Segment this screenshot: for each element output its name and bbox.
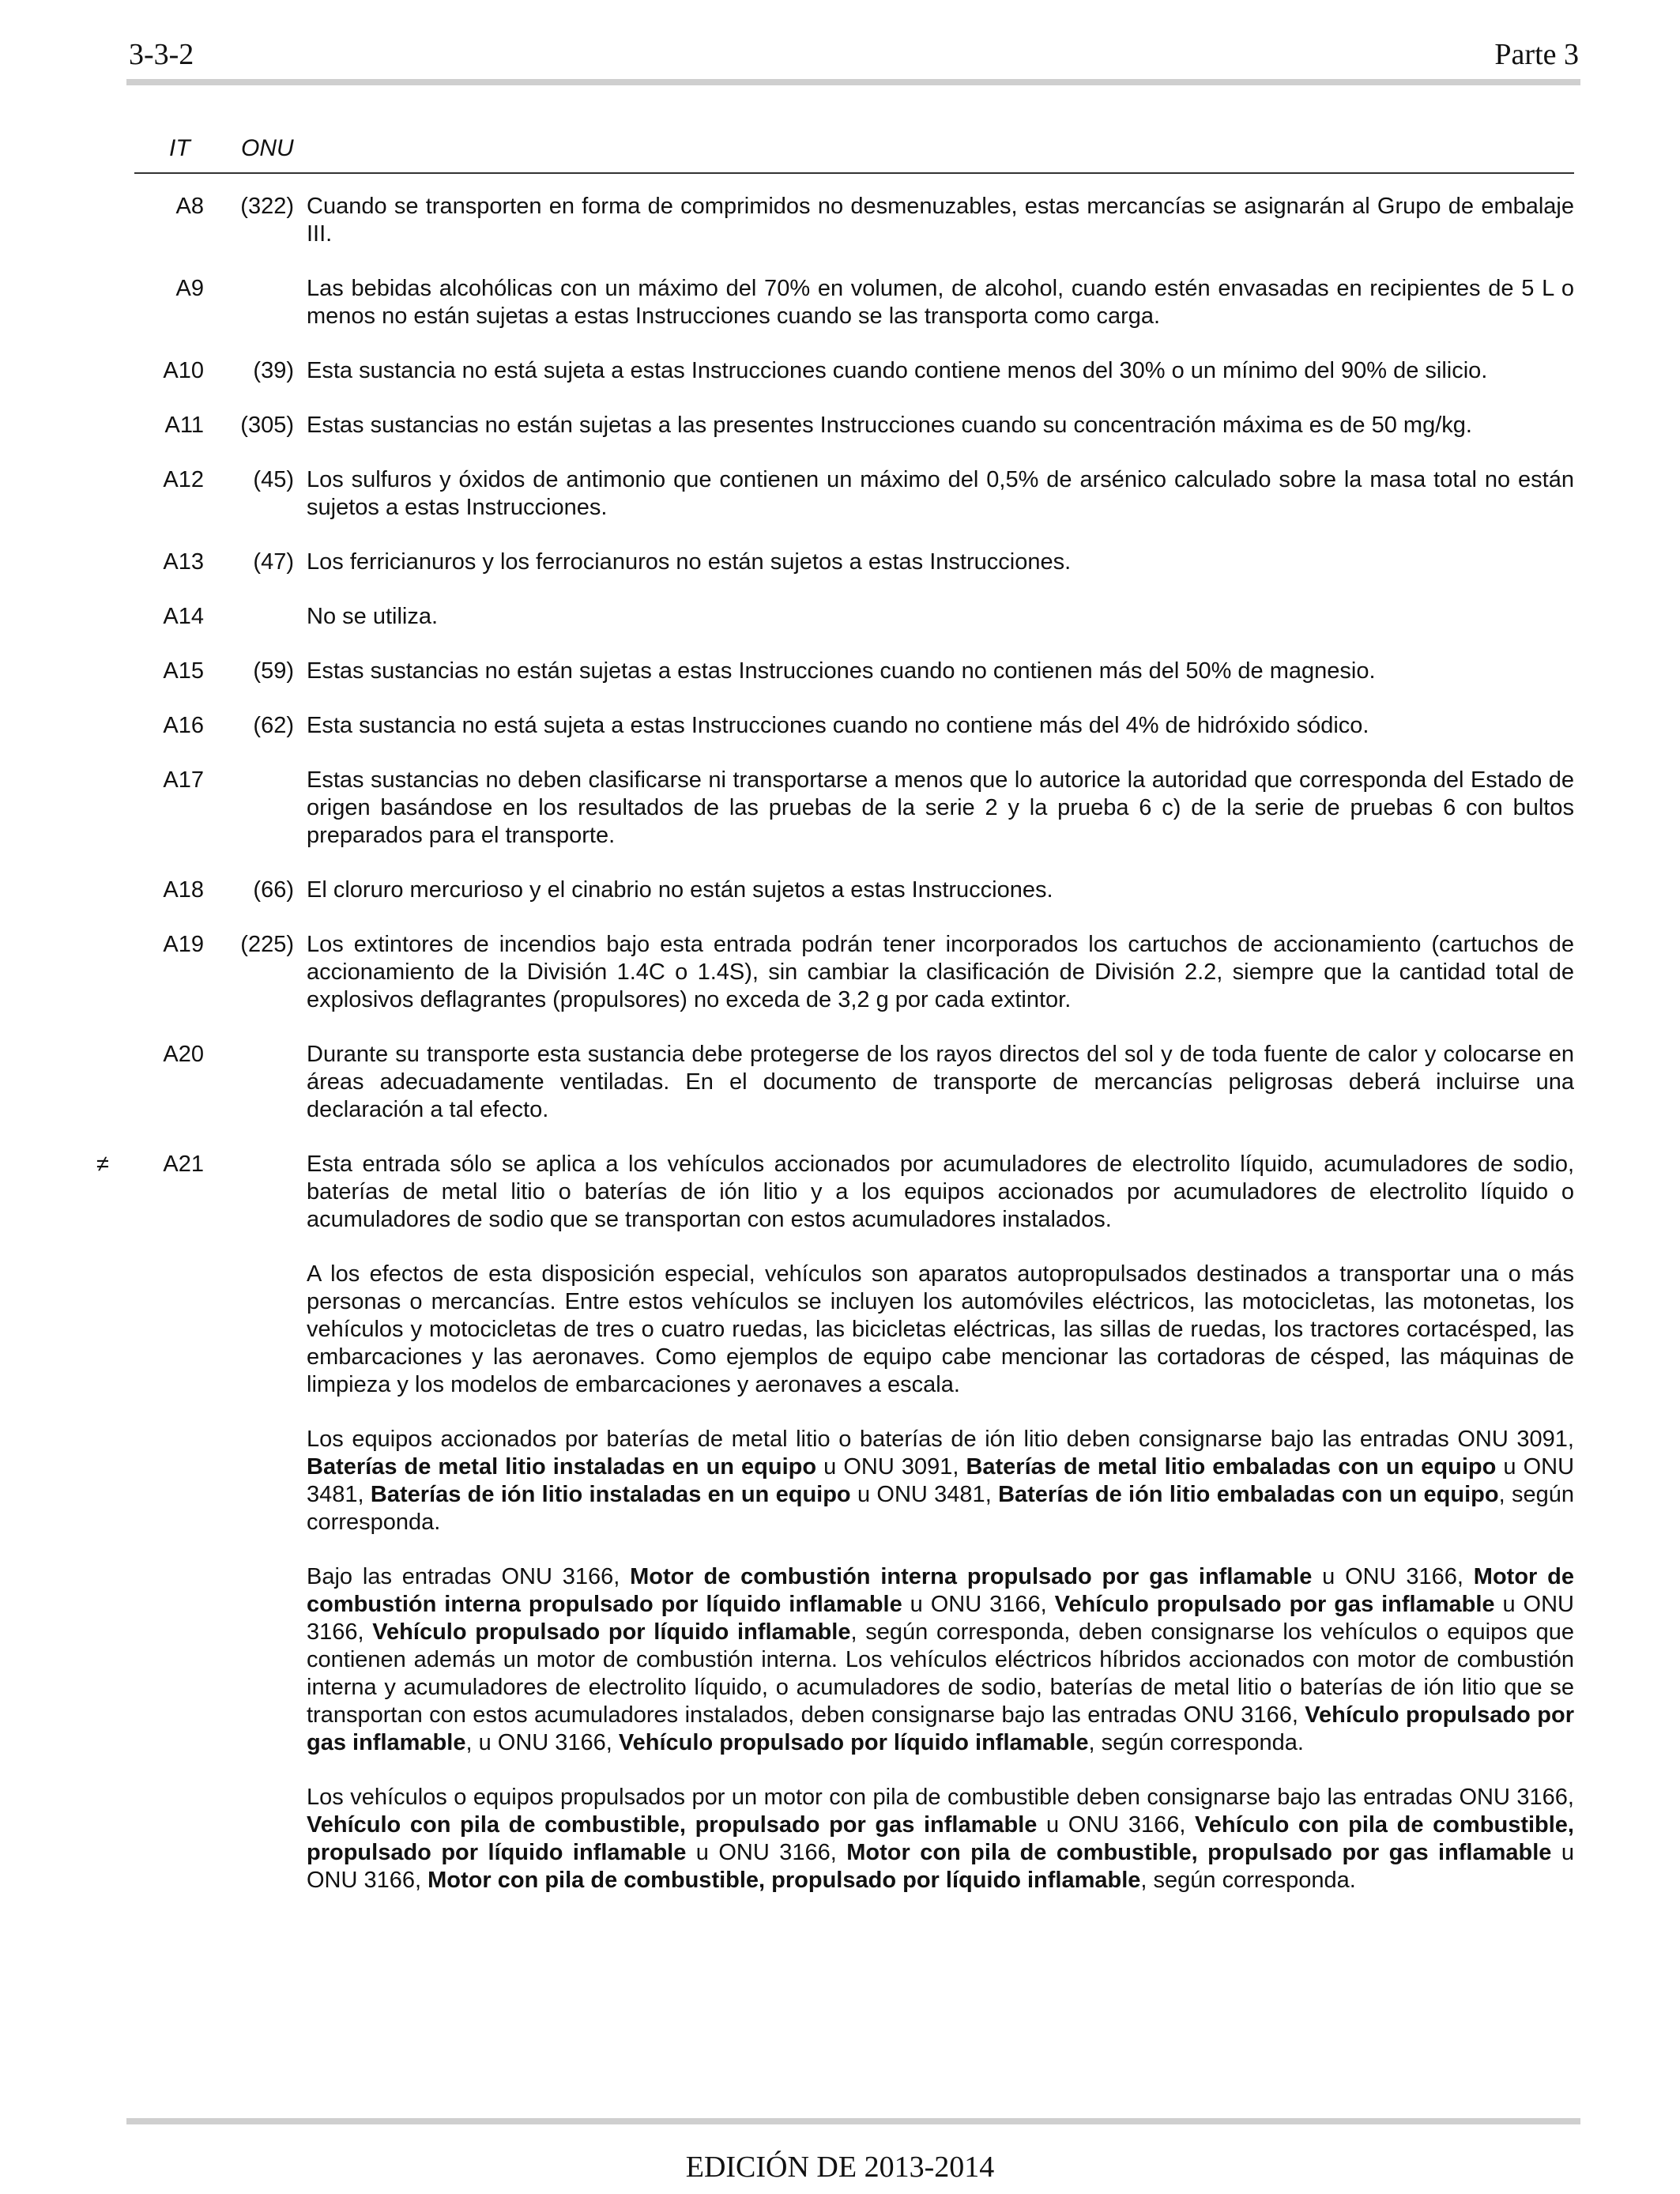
text-run: Estas sustancias no están sujetas a estas Instrucciones cuando no contienen más del 50% de magnesio.: [307, 658, 1376, 684]
provision-entry: [79, 658, 1574, 685]
provision-text: [307, 1151, 1574, 1894]
text-run: u ONU 3166,: [902, 1592, 1055, 1617]
provision-onu-code: (305): [240, 413, 294, 438]
provision-entry: [79, 193, 1574, 248]
provision-onu-code: (66): [253, 877, 294, 903]
provision-it-code: A15: [163, 658, 204, 684]
provision-it-code: A16: [163, 713, 204, 738]
provision-paragraph: [307, 603, 1574, 631]
provision-entry: [79, 466, 1574, 522]
column-header-rule: [134, 172, 1574, 174]
text-run: Los extintores de incendios bajo esta entrada podrán tener incorporados los cartuchos de accionamiento (cartuchos de accionamiento de la División 1.4C o 1.4S), sin cambiar la clasificación de División 2.2, siempre que la cantidad total de explosivos deflagrantes (propulsores) no exceda de 3,2 g por cada extintor.: [307, 932, 1574, 1012]
un-entry-name: Baterías de metal litio instaladas en un equipo: [307, 1454, 817, 1480]
provision-entry: [79, 931, 1574, 1014]
un-entry-name: Baterías de metal litio embaladas con un equipo: [966, 1454, 1497, 1480]
provision-entry: [79, 357, 1574, 385]
un-entry-name: Motor de combustión interna propulsado por gas inflamable: [630, 1564, 1313, 1589]
provision-text: [307, 931, 1574, 1014]
provision-onu-code: (47): [253, 549, 294, 575]
provision-paragraph: [307, 1426, 1574, 1536]
text-run: Los equipos accionados por baterías de metal litio o baterías de ión litio deben consignarse bajo las entradas ONU 3091,: [307, 1427, 1574, 1452]
provision-onu-code: (225): [240, 932, 294, 957]
provision-paragraph: [307, 193, 1574, 248]
provision-text: [307, 412, 1574, 439]
text-run: Durante su transporte esta sustancia debe protegerse de los rayos directos del sol y de toda fuente de calor y colocarse en áreas adecuadamente ventiladas. En el documento de transporte de mercancías peligrosas deberá incluirse una declaración a tal efecto.: [307, 1042, 1574, 1122]
text-run: u ONU 3166,: [307, 1592, 1574, 1645]
text-run: No se utiliza.: [307, 604, 439, 629]
provision-paragraph: [307, 658, 1574, 685]
provision-onu-code: (322): [240, 194, 294, 219]
provision-entry: [79, 712, 1574, 740]
text-run: Estas sustancias no deben clasificarse ni transportarse a menos que lo autorice la autoridad que corresponda del Estado de origen basándose en los resultados de las pruebas de la serie 2 y la prueba 6 c) de la serie de pruebas 6 con bultos preparados para el transporte.: [307, 767, 1574, 848]
provision-paragraph: [307, 712, 1574, 740]
provision-paragraph: [307, 412, 1574, 439]
text-run: Estas sustancias no están sujetas a las presentes Instrucciones cuando su concentración máxima es de 50 mg/kg.: [307, 413, 1472, 438]
un-entry-name: Vehículo con pila de combustible, propulsado por gas inflamable: [307, 1812, 1038, 1838]
un-entry-name: Vehículo propulsado por gas inflamable: [307, 1702, 1574, 1755]
provision-text: [307, 1041, 1574, 1124]
provision-paragraph: [307, 275, 1574, 330]
edition-footer: EDICIÓN DE 2013-2014: [685, 2151, 995, 2184]
provision-text: [307, 658, 1574, 685]
provision-paragraph: [307, 931, 1574, 1014]
text-run: Esta sustancia no está sujeta a estas Instrucciones cuando no contiene más del 4% de hidróxido sódico.: [307, 713, 1369, 738]
provision-entry: [79, 767, 1574, 850]
header-rule: [126, 79, 1580, 85]
footer-rule: [126, 2118, 1580, 2124]
provision-text: [307, 712, 1574, 740]
provision-text: [307, 357, 1574, 385]
un-entry-name: Vehículo propulsado por líquido inflamable: [372, 1619, 851, 1645]
provision-entry: [79, 548, 1574, 576]
provision-it-code: A14: [163, 604, 204, 629]
provision-onu-code: (62): [253, 713, 294, 738]
provision-it-code: A18: [163, 877, 204, 903]
provision-it-code: A17: [163, 767, 204, 793]
un-entry-name: Vehículo propulsado por líquido inflamable: [618, 1730, 1089, 1755]
revision-mark: ≠: [96, 1152, 109, 1177]
provision-paragraph: [307, 1041, 1574, 1124]
provision-it-code: A8: [175, 194, 204, 219]
provision-entry: [79, 876, 1574, 904]
text-run: , según corresponda.: [1140, 1868, 1356, 1893]
part-label: Parte 3: [1494, 38, 1579, 71]
special-provisions-list: [79, 193, 1574, 1921]
provision-entry: [79, 1041, 1574, 1124]
un-entry-name: Motor con pila de combustible, propulsado por gas inflamable: [846, 1840, 1552, 1865]
provision-text: [307, 876, 1574, 904]
un-entry-name: Vehículo propulsado por gas inflamable: [1054, 1592, 1495, 1617]
column-header-onu: ONU: [241, 135, 294, 161]
provision-it-code: A21: [163, 1152, 204, 1177]
provision-it-code: A12: [163, 467, 204, 492]
text-run: Cuando se transporten en forma de comprimidos no desmenuzables, estas mercancías se asignarán al Grupo de embalaje III.: [307, 194, 1574, 247]
provision-text: [307, 466, 1574, 522]
provision-entry: [79, 275, 1574, 330]
provision-paragraph: [307, 876, 1574, 904]
provision-paragraph: [307, 466, 1574, 522]
provision-paragraph: [307, 1151, 1574, 1234]
provision-it-code: A9: [175, 276, 204, 301]
text-run: u ONU 3481,: [850, 1482, 999, 1507]
provision-text: [307, 275, 1574, 330]
provision-paragraph: [307, 548, 1574, 576]
text-run: A los efectos de esta disposición especial, vehículos son aparatos autopropulsados destinados a transportar una o más personas o mercancías. Entre estos vehículos se incluyen los automóviles eléctricos, las motocicletas, las motonetas, los vehículos y motocicletas de tres o cuatro ruedas, las bicicletas eléctricas, las sillas de ruedas, los tractores cortacésped, las embarcaciones y las aeronaves. Como ejemplos de equipo cabe mencionar las cortadoras de césped, las máquinas de limpieza y los modelos de embarcaciones y aeronaves a escala.: [307, 1261, 1574, 1397]
text-run: u ONU 3481,: [307, 1454, 1575, 1507]
text-run: , según corresponda.: [307, 1482, 1575, 1535]
un-entry-name: Baterías de ión litio embaladas con un equipo: [998, 1482, 1499, 1507]
un-entry-name: Motor con pila de combustible, propulsado por líquido inflamable: [428, 1868, 1141, 1893]
text-run: Los sulfuros y óxidos de antimonio que contienen un máximo del 0,5% de arsénico calculado sobre la masa total no están sujetos a estas Instrucciones.: [307, 467, 1574, 520]
un-entry-name: Vehículo con pila de combustible, propulsado por líquido inflamable: [307, 1812, 1574, 1865]
provision-entry: [79, 412, 1574, 439]
text-run: Las bebidas alcohólicas con un máximo del 70% en volumen, de alcohol, cuando estén envasadas en recipientes de 5 L o menos no están sujetas a estas Instrucciones cuando se las transporta como carga.: [307, 276, 1574, 329]
provision-paragraph: [307, 357, 1574, 385]
text-run: , según corresponda, deben consignarse los vehículos o equipos que contienen además un motor de combustión interna. Los vehículos eléctricos híbridos accionados con motor de combustión interna y acumuladores de electrolito líquido, o acumuladores de sodio, baterías de metal litio o baterías de ión litio que se transportan con estos acumuladores instalados, deben consignarse bajo las entradas ONU 3166,: [307, 1619, 1574, 1728]
provision-text: [307, 767, 1574, 850]
provision-onu-code: (45): [253, 467, 294, 492]
text-run: u ONU 3166,: [1312, 1564, 1474, 1589]
page-number: 3-3-2: [129, 38, 194, 71]
provision-paragraph: [307, 767, 1574, 850]
provision-it-code: A13: [163, 549, 204, 575]
provision-it-code: A20: [163, 1042, 204, 1067]
text-run: , u ONU 3166,: [465, 1730, 619, 1755]
text-run: Los ferricianuros y los ferrocianuros no están sujetos a estas Instrucciones.: [307, 549, 1072, 575]
provision-it-code: A11: [164, 413, 204, 438]
text-run: Esta sustancia no está sujeta a estas Instrucciones cuando contiene menos del 30% o un mínimo del 90% de silicio.: [307, 358, 1488, 383]
text-run: Bajo las entradas ONU 3166,: [307, 1564, 631, 1589]
un-entry-name: Baterías de ión litio instaladas en un equipo: [370, 1482, 851, 1507]
text-run: u ONU 3091,: [816, 1454, 966, 1480]
page-header: [129, 35, 1579, 74]
column-header-it: IT: [169, 135, 190, 161]
provision-text: [307, 603, 1574, 631]
provision-text: [307, 193, 1574, 248]
provision-entry: [79, 603, 1574, 631]
provision-paragraph: [307, 1563, 1574, 1757]
provision-it-code: A10: [163, 358, 204, 383]
provision-paragraph: [307, 1261, 1574, 1399]
provision-entry: [79, 1151, 1574, 1894]
text-run: El cloruro mercurioso y el cinabrio no están sujetos a estas Instrucciones.: [307, 877, 1053, 903]
text-run: Los vehículos o equipos propulsados por un motor con pila de combustible deben consignarse bajo las entradas ONU 3166,: [307, 1785, 1574, 1810]
text-run: u ONU 3166,: [1037, 1812, 1196, 1838]
text-run: , según corresponda.: [1088, 1730, 1304, 1755]
provision-it-code: A19: [163, 932, 204, 957]
provision-text: [307, 548, 1574, 576]
un-entry-name: Motor de combustión interna propulsado por líquido inflamable: [307, 1564, 1574, 1617]
provision-onu-code: (39): [253, 358, 294, 383]
text-run: Esta entrada sólo se aplica a los vehículos accionados por acumuladores de electrolito líquido, acumuladores de sodio, baterías de metal litio o baterías de ión litio y a los equipos accionados por acumuladores de electrolito líquido o acumuladores de sodio que se transportan con estos acumuladores instalados.: [307, 1152, 1574, 1232]
text-run: u ONU 3166,: [307, 1840, 1574, 1893]
provision-paragraph: [307, 1784, 1574, 1894]
text-run: u ONU 3166,: [686, 1840, 847, 1865]
provision-onu-code: (59): [253, 658, 294, 684]
